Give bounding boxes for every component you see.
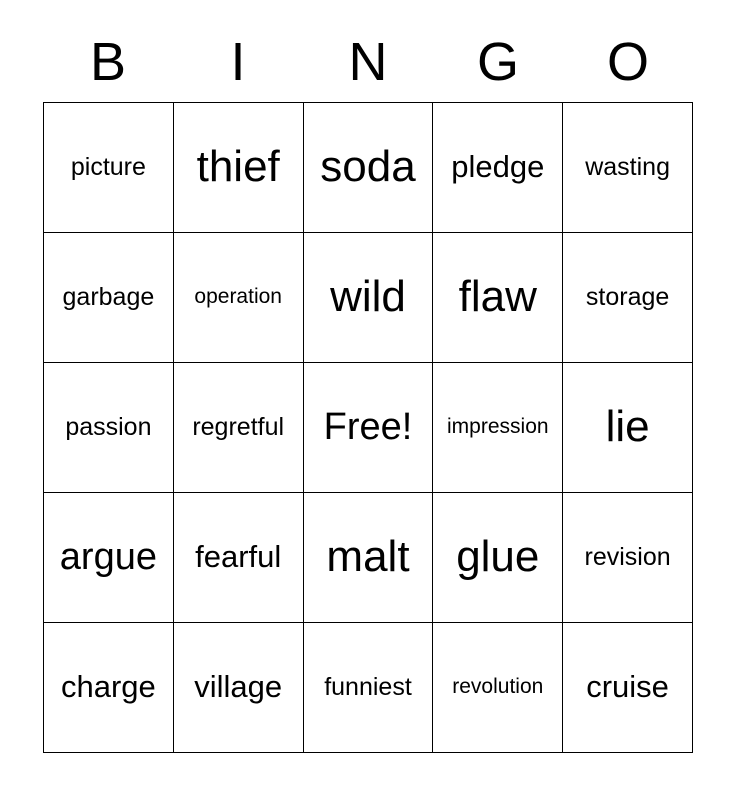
header-letter-o: O bbox=[606, 32, 649, 92]
bingo-cell-label: Free! bbox=[323, 405, 413, 448]
bingo-cell[interactable] bbox=[44, 493, 174, 623]
bingo-cell-label: charge bbox=[61, 669, 156, 705]
bingo-cell[interactable] bbox=[563, 363, 693, 493]
bingo-cell[interactable] bbox=[174, 103, 304, 233]
bingo-cell-label: wasting bbox=[585, 153, 670, 182]
bingo-cell-label: glue bbox=[456, 532, 540, 582]
bingo-cell[interactable] bbox=[174, 363, 304, 493]
bingo-cell[interactable] bbox=[563, 623, 693, 753]
bingo-cell-label: garbage bbox=[62, 283, 155, 312]
bingo-grid bbox=[43, 102, 693, 753]
bingo-cell[interactable] bbox=[174, 233, 304, 363]
bingo-cell[interactable] bbox=[304, 623, 434, 753]
bingo-cell-label: impression bbox=[447, 415, 549, 439]
header-letter-b: B bbox=[89, 32, 127, 92]
bingo-cell[interactable] bbox=[433, 103, 563, 233]
bingo-cell-label: fearful bbox=[195, 539, 282, 575]
bingo-cell[interactable] bbox=[433, 363, 563, 493]
bingo-cell-label: regretful bbox=[192, 413, 285, 442]
bingo-cell[interactable] bbox=[304, 493, 434, 623]
bingo-cell-label: lie bbox=[605, 402, 650, 452]
bingo-header bbox=[43, 0, 693, 96]
bingo-cell-label: storage bbox=[585, 283, 670, 312]
bingo-cell[interactable] bbox=[433, 493, 563, 623]
bingo-cell[interactable] bbox=[563, 103, 693, 233]
bingo-cell-label: argue bbox=[59, 535, 157, 578]
bingo-cell-label: malt bbox=[326, 532, 410, 582]
bingo-cell-label: flaw bbox=[458, 272, 537, 322]
bingo-cell-label: wild bbox=[330, 272, 406, 322]
bingo-cell[interactable] bbox=[304, 233, 434, 363]
bingo-cell[interactable] bbox=[44, 363, 174, 493]
bingo-cell-label: thief bbox=[196, 142, 280, 192]
bingo-cell[interactable] bbox=[44, 103, 174, 233]
bingo-cell-label: funniest bbox=[324, 673, 412, 702]
bingo-cell[interactable] bbox=[44, 623, 174, 753]
bingo-cell[interactable] bbox=[563, 233, 693, 363]
bingo-cell[interactable] bbox=[433, 623, 563, 753]
bingo-cell[interactable] bbox=[44, 233, 174, 363]
bingo-cell[interactable] bbox=[304, 103, 434, 233]
bingo-cell-label: operation bbox=[194, 285, 282, 309]
bingo-cell[interactable] bbox=[174, 493, 304, 623]
bingo-cell-label: revolution bbox=[452, 675, 544, 699]
bingo-cell-label: cruise bbox=[586, 669, 669, 705]
bingo-cell[interactable] bbox=[433, 233, 563, 363]
bingo-cell-label: village bbox=[194, 669, 283, 705]
header-letter-i: I bbox=[230, 32, 246, 92]
header-letter-g: G bbox=[476, 32, 519, 92]
header-letter-n: N bbox=[348, 32, 388, 92]
bingo-cell-label: pledge bbox=[451, 149, 545, 185]
bingo-cell-label: revision bbox=[584, 543, 671, 572]
bingo-cell[interactable] bbox=[174, 623, 304, 753]
bingo-cell-label: soda bbox=[320, 142, 416, 192]
bingo-cell-free[interactable] bbox=[304, 363, 434, 493]
bingo-cell[interactable] bbox=[563, 493, 693, 623]
bingo-cell-label: picture bbox=[70, 153, 146, 182]
bingo-cell-label: passion bbox=[65, 413, 152, 442]
